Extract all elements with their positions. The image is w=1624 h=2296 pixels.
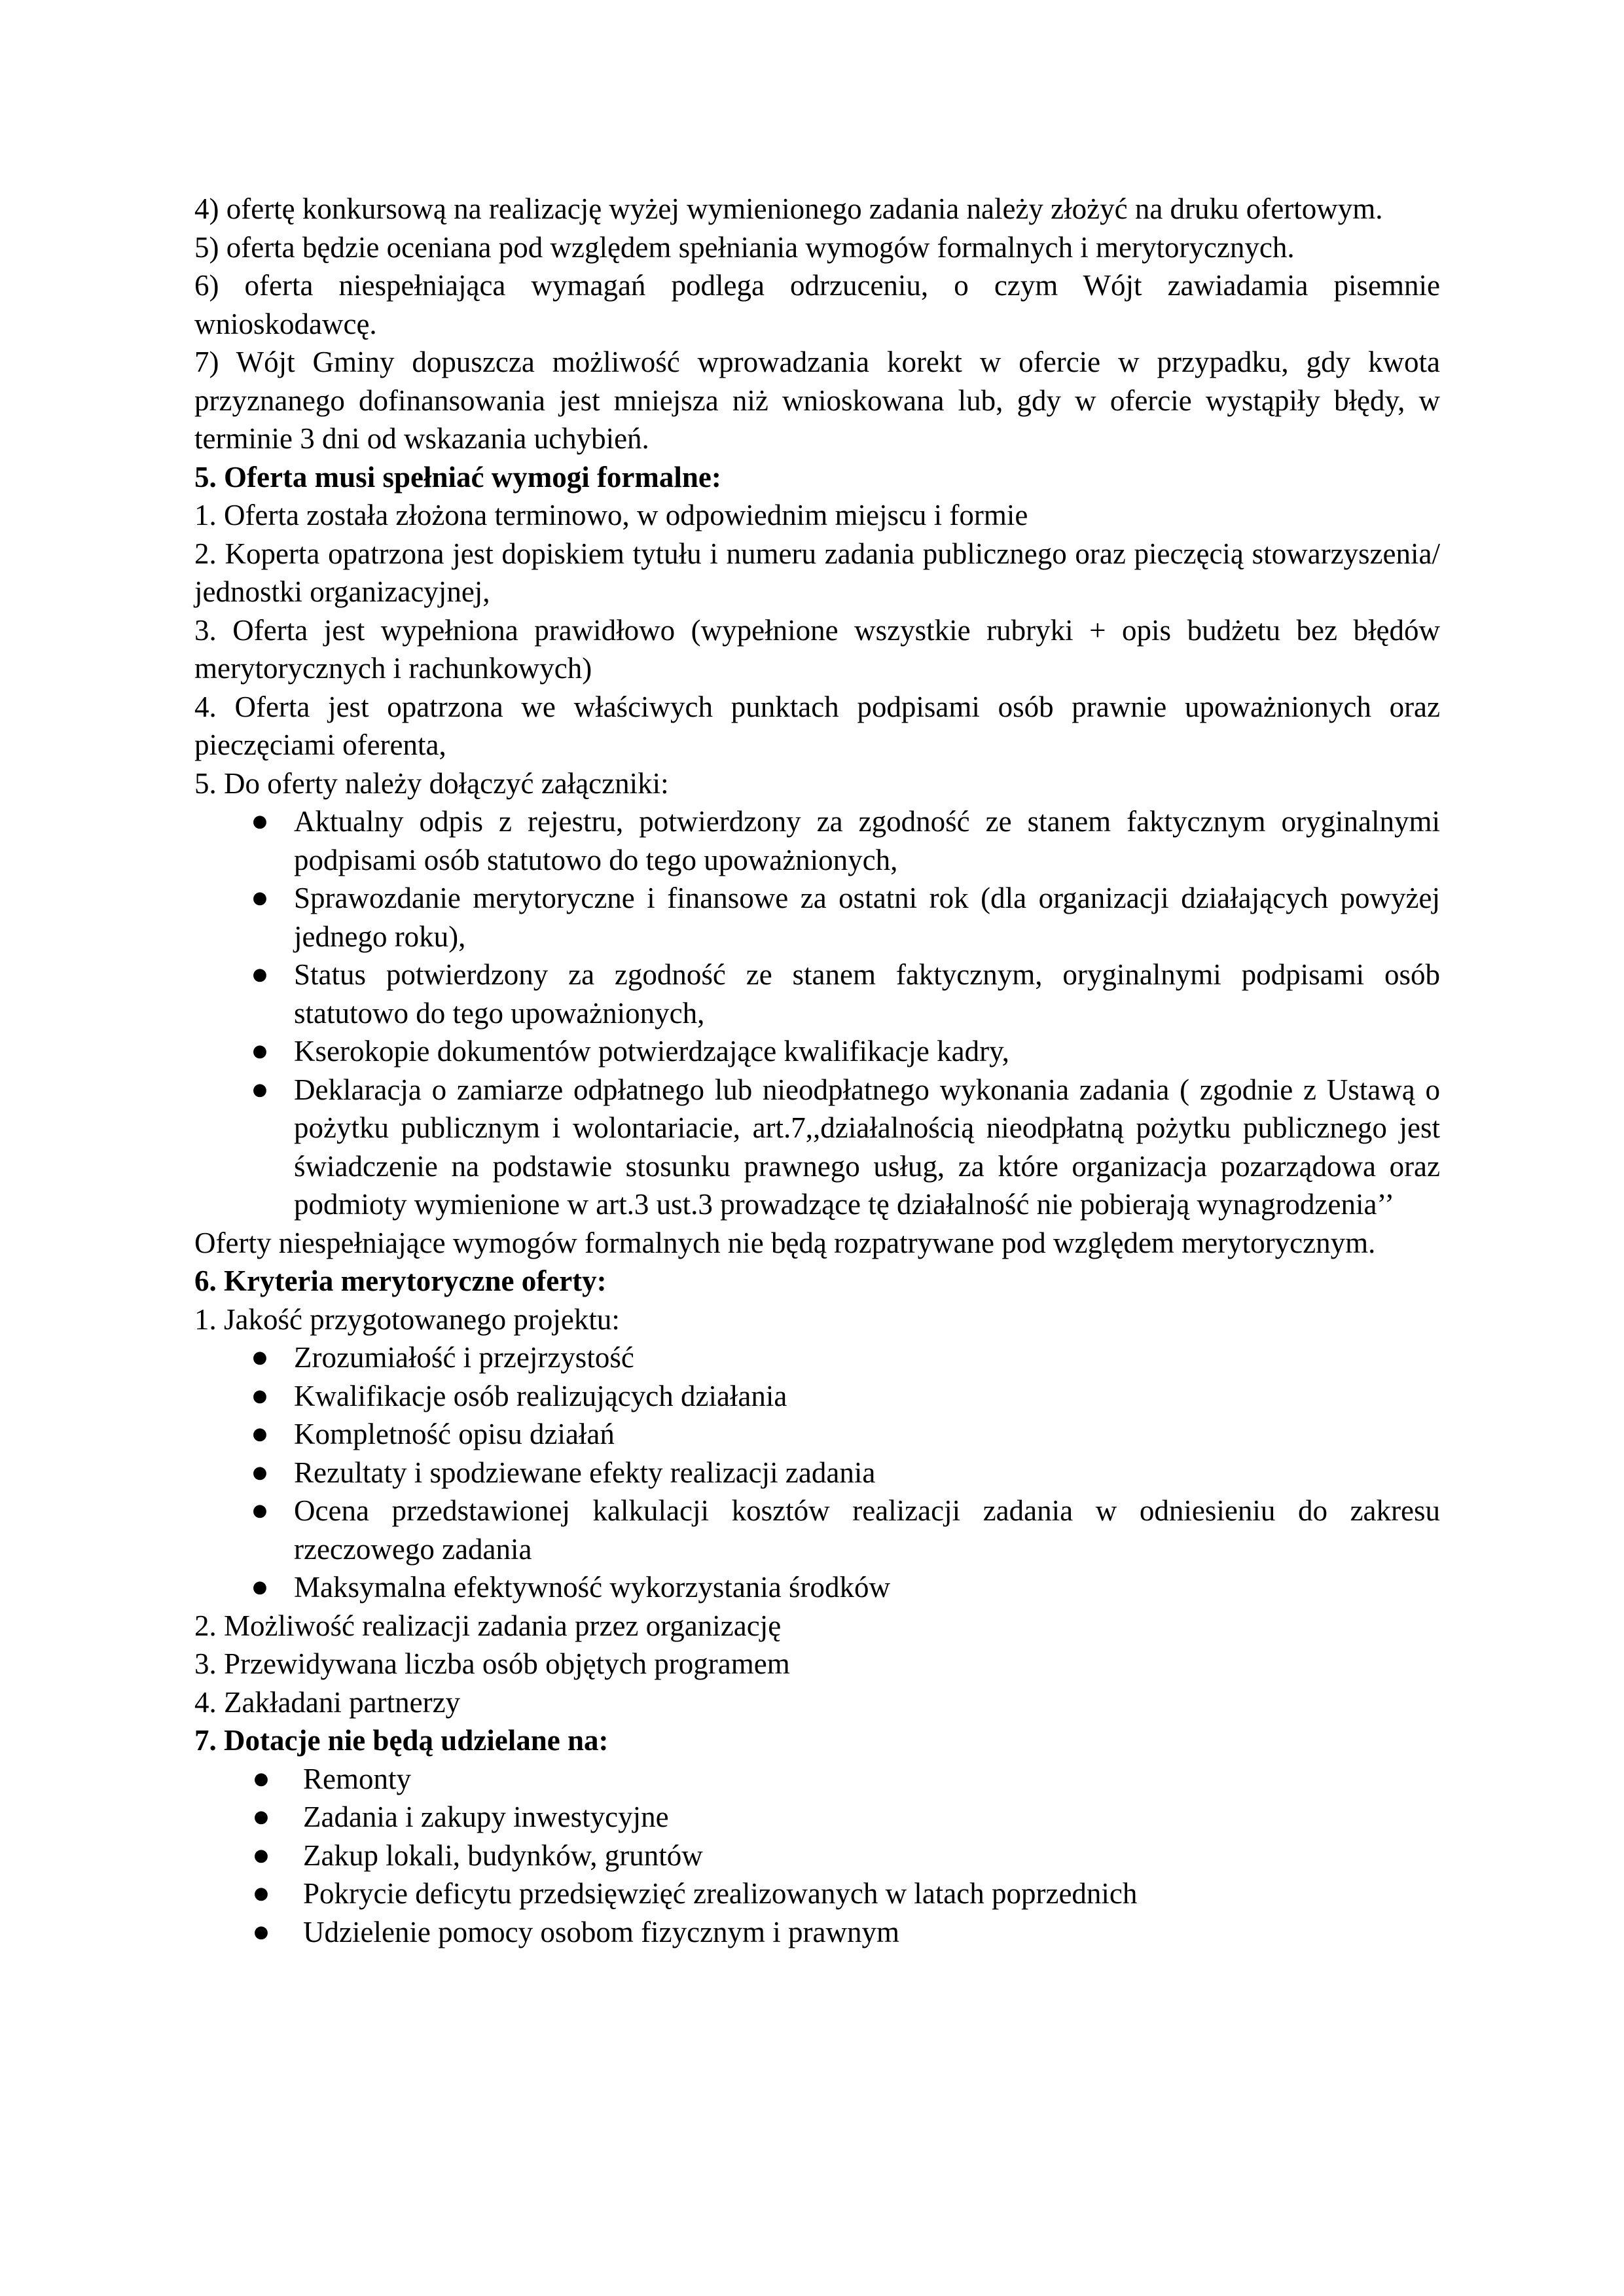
merit-criterion-2: 2. Możliwość realizacji zadania przez organizację xyxy=(194,1609,782,1642)
merit-criterion-3: 3. Przewidywana liczba osób objętych programem xyxy=(194,1647,790,1680)
bullet-icon: ● xyxy=(252,1577,268,1597)
attachments-list xyxy=(194,802,1440,1224)
bullet-icon: ● xyxy=(253,1768,269,1789)
bullet-icon: ● xyxy=(253,1807,269,1827)
list-item: ● Rezultaty i spodziewane efekty realizacji zadania xyxy=(194,1454,1440,1492)
bullet-icon: ● xyxy=(252,1079,268,1100)
bullet-icon: ● xyxy=(252,1462,268,1482)
bullet-icon: ● xyxy=(252,812,268,831)
formal-requirement-4: 4. Oferta jest opatrzona we właściwych punktach podpisami osób prawnie upoważnionych oraz pieczęciami oferenta, xyxy=(194,690,1440,761)
list-item: ● Remonty xyxy=(194,1760,1440,1799)
paragraph-offer-corrections: 7) Wójt Gminy dopuszcza możliwość wprowadzania korekt w ofercie w przypadku, gdy kwota przyznanego dofinansowania jest mniejsza niż wnioskowana lub, gdy w ofercie wystąpiły błędy, w terminie 3 dni od wskazania uchybień. xyxy=(194,346,1440,455)
paragraph-offer-rejection: 6) oferta niespełniająca wymagań podlega odrzuceniu, o czym Wójt zawiadamia pisemnie wnioskodawcę. xyxy=(194,269,1440,340)
list-item: ● Aktualny odpis z rejestru, potwierdzony za zgodność ze stanem faktycznym oryginalnymi podpisami osób statutowo do tego upoważnionych, xyxy=(194,802,1440,879)
bullet-icon: ● xyxy=(252,888,268,908)
bullet-icon: ● xyxy=(252,1348,268,1367)
list-item: ● Deklaracja o zamiarze odpłatnego lub nieodpłatnego wykonania zadania ( zgodnie z Ustawą o pożytku publicznym i wolontariacie, art.7,,działalnością nieodpłatną pożytku publicznego jest świadczenie na podstawie stosunku prawnego usług, za które organizacja pozarządowa oraz podmioty wymienione w art.3 ust.3 prowadzące tę działalność nie pobierają wynagrodzenia’’ xyxy=(194,1071,1440,1224)
list-item: ● Pokrycie deficytu przedsięwzięć zrealizowanych w latach poprzednich xyxy=(194,1874,1440,1913)
bullet-icon: ● xyxy=(252,1424,268,1444)
list-item: ● Maksymalna efektywność wykorzystania środków xyxy=(194,1568,1440,1607)
list-item: ● Udzielenie pomocy osobom fizycznym i prawnym xyxy=(194,1913,1440,1952)
merit-criterion-4: 4. Zakładani partnerzy xyxy=(194,1685,461,1719)
list-item: ● Kompletność opisu działań xyxy=(194,1415,1440,1454)
bullet-icon: ● xyxy=(252,965,268,984)
list-item: ● Zrozumiałość i przejrzystość xyxy=(194,1338,1440,1377)
list-item: ● Ocena przedstawionej kalkulacji kosztów realizacji zadania w odniesieniu do zakresu rzeczowego zadania xyxy=(194,1492,1440,1568)
list-item: ● Zakup lokali, budynków, gruntów xyxy=(194,1837,1440,1875)
list-item: ● Status potwierdzony za zgodność ze stanem faktycznym, oryginalnymi podpisami osób statutowo do tego upoważnionych, xyxy=(194,956,1440,1032)
formal-requirements-note: Oferty niespełniające wymogów formalnych nie będą rozpatrywane pod względem merytorycznym. xyxy=(194,1226,1376,1259)
paragraph-offer-evaluation: 5) oferta będzie oceniana pod względem spełniania wymogów formalnych i merytorycznych. xyxy=(194,230,1295,264)
formal-requirement-2: 2. Koperta opatrzona jest dopiskiem tytułu i numeru zadania publicznego oraz pieczęcią stowarzyszenia/ jednostki organizacyjnej, xyxy=(194,537,1440,608)
section-5-heading: 5. Oferta musi spełniać wymogi formalne: xyxy=(194,460,721,493)
bullet-icon: ● xyxy=(252,1501,268,1520)
formal-requirement-1: 1. Oferta została złożona terminowo, w odpowiednim miejscu i formie xyxy=(194,499,1028,531)
list-item: ● Kserokopie dokumentów potwierdzające kwalifikacje kadry, xyxy=(194,1032,1440,1071)
quality-criteria-list xyxy=(194,1338,1440,1607)
bullet-icon: ● xyxy=(252,1386,268,1406)
bullet-icon: ● xyxy=(253,1922,269,1942)
merit-criterion-1: 1. Jakość przygotowanego projektu: xyxy=(194,1302,620,1336)
formal-requirement-3: 3. Oferta jest wypełniona prawidłowo (wypełnione wszystkie rubryki + opis budżetu bez błędów merytorycznych i rachunkowych) xyxy=(194,613,1440,685)
bullet-icon: ● xyxy=(253,1845,269,1865)
bullet-icon: ● xyxy=(252,1041,268,1061)
paragraph-offer-form: 4) ofertę konkursową na realizację wyżej wymienionego zadania należy złożyć na druku ofertowym. xyxy=(194,192,1383,225)
formal-requirement-5: 5. Do oferty należy dołączyć załączniki: xyxy=(194,766,669,800)
list-item: ● Kwalifikacje osób realizujących działania xyxy=(194,1377,1440,1416)
excluded-expenses-list xyxy=(194,1760,1440,1952)
section-6-heading: 6. Kryteria merytoryczne oferty: xyxy=(194,1265,607,1297)
list-item: ● Zadania i zakupy inwestycyjne xyxy=(194,1798,1440,1837)
section-7-heading: 7. Dotacje nie będą udzielane na: xyxy=(194,1724,609,1757)
document-page xyxy=(194,190,1440,1951)
list-item: ● Sprawozdanie merytoryczne i finansowe za ostatni rok (dla organizacji działających powyżej jednego roku), xyxy=(194,879,1440,956)
bullet-icon: ● xyxy=(253,1884,269,1903)
